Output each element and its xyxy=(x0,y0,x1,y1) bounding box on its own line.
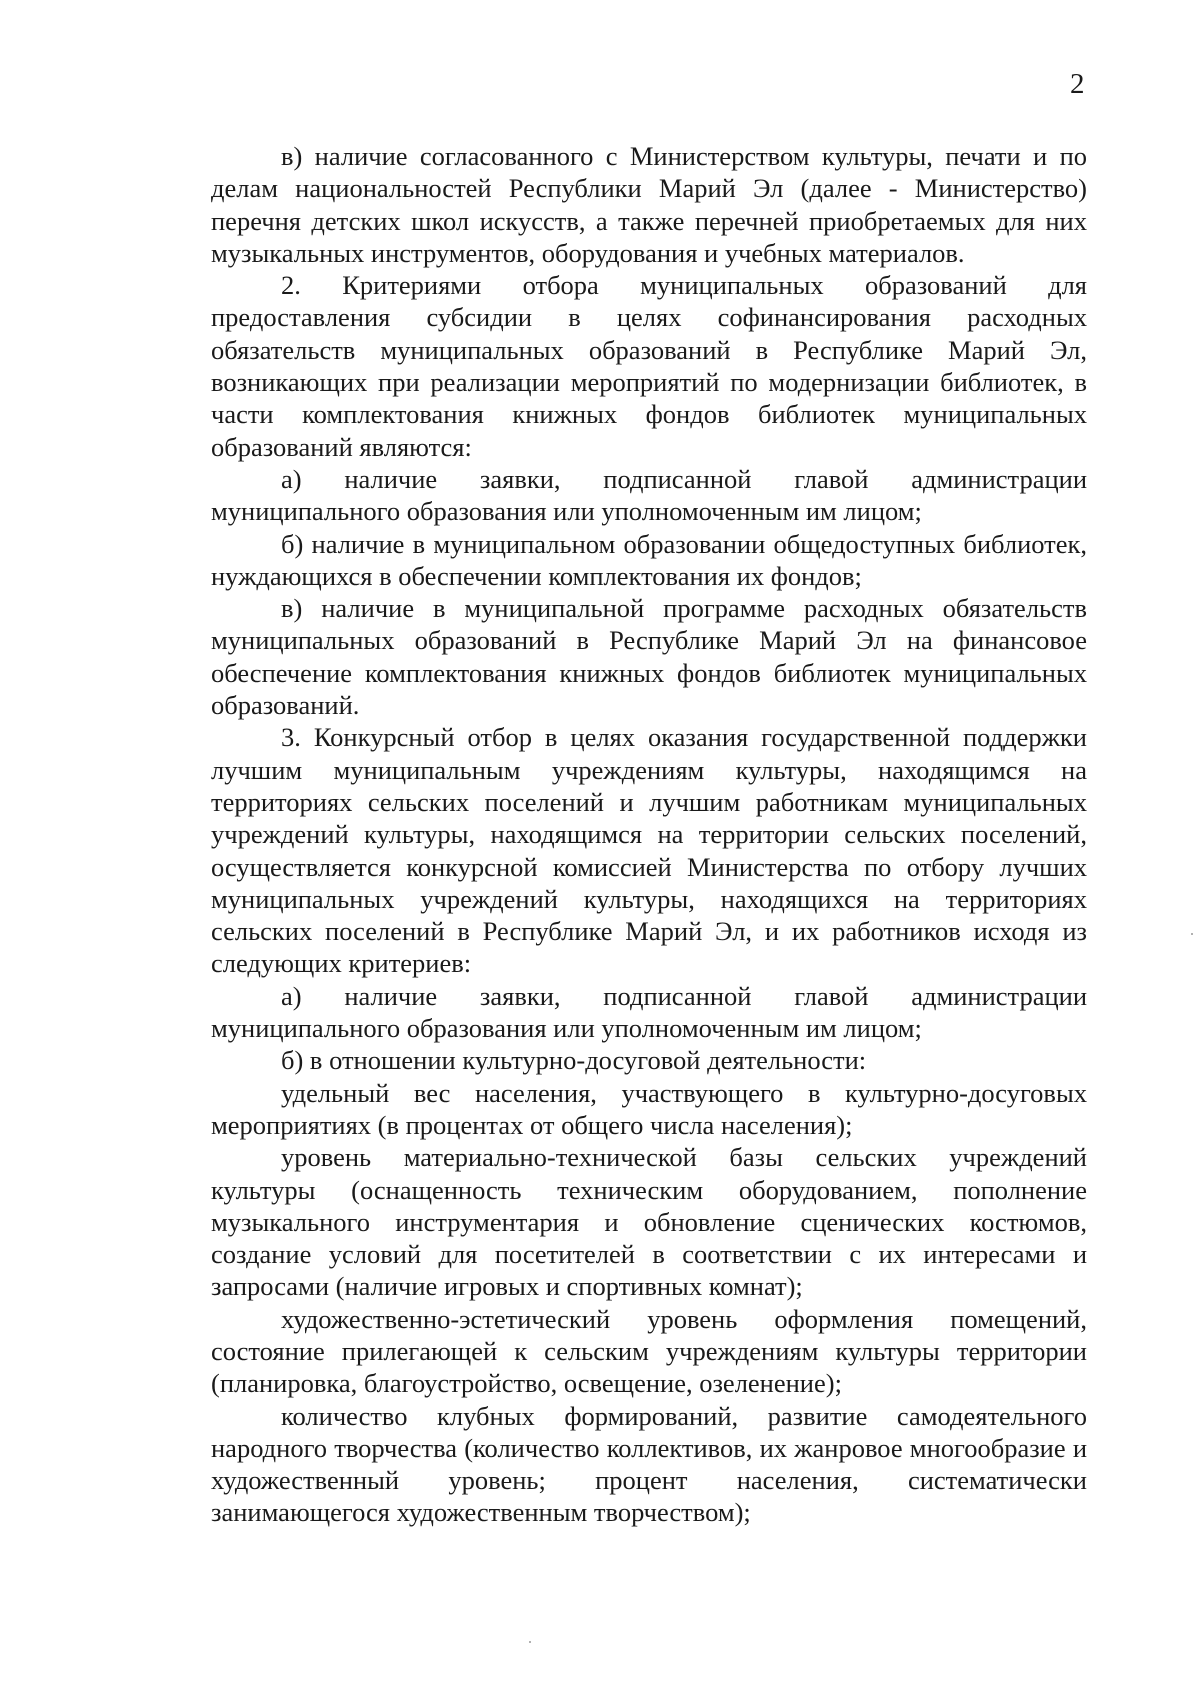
paragraph-2b: б) наличие в муниципальном образовании общедоступных библиотек, нуждающихся в обеспечении комплектования их фондов; xyxy=(211,528,1087,591)
criterion-material-base: уровень материально-технической базы сельских учреждений культуры (оснащенность техническим оборудованием, пополнение музыкального инструментария и обновление сценических костюмов, создание условий для посетителей в соответствии с их интересами и запросами (наличие игровых и спортивных комнат); xyxy=(211,1142,1087,1302)
scan-speck xyxy=(1191,933,1193,935)
paragraph-2v: в) наличие в муниципальной программе расходных обязательств муниципальных образований в Республике Марий Эл на финансовое обеспечение комплектования книжных фондов библиотек муниципальных образований. xyxy=(211,593,1087,721)
criterion-participation-share: удельный вес населения, участвующего в культурно-досуговых мероприятиях (в процентах от общего числа населения); xyxy=(211,1077,1087,1140)
paragraph-3a: а) наличие заявки, подписанной главой администрации муниципального образования или уполномоченным им лицом; xyxy=(211,980,1087,1044)
criterion-club-formations: количество клубных формирований, развитие самодеятельного народного творчества (количество коллективов, их жанровое многообразие и художественный уровень; процент населения, систематически занимающегося художественным творчеством); xyxy=(211,1400,1087,1528)
criterion-aesthetic-level: художественно-эстетический уровень оформления помещений, состояние прилегающей к сельским учреждениям культуры территории (планировка, благоустройство, освещение, озеленение); xyxy=(211,1303,1087,1399)
paragraph-2: 2. Критериями отбора муниципальных образований для предоставления субсидии в целях софинансирования расходных обязательств муниципальных образований в Республике Марий Эл, возникающих при реализации мероприятий по модернизации библиотек, в части комплектования книжных фондов библиотек муниципальных образований являются: xyxy=(211,270,1087,462)
document-body xyxy=(211,140,1087,1529)
scan-speck xyxy=(529,1641,531,1643)
paragraph-2a: а) наличие заявки, подписанной главой администрации муниципального образования или уполномоченным им лицом; xyxy=(211,463,1087,527)
page-number: 2 xyxy=(1070,68,1085,100)
paragraph-1v: в) наличие согласованного с Министерством культуры, печати и по делам национальностей Республики Марий Эл (далее - Министерство) перечня детских школ искусств, а также перечней приобретаемых для них музыкальных инструментов, оборудования и учебных материалов. xyxy=(211,141,1087,268)
paragraph-3: 3. Конкурсный отбор в целях оказания государственной поддержки лучшим муниципальным учреждениям культуры, находящимся на территориях сельских поселений и лучшим работникам муниципальных учреждений культуры, находящимся на территории сельских поселений, осуществляется конкурсной комиссией Министерства по отбору лучших муниципальных учреждений культуры, находящихся на территориях сельских поселений в Республике Марий Эл, и их работников исходя из следующих критериев: xyxy=(211,722,1087,979)
paragraph-3b: б) в отношении культурно-досуговой деятельности: xyxy=(281,1045,867,1076)
